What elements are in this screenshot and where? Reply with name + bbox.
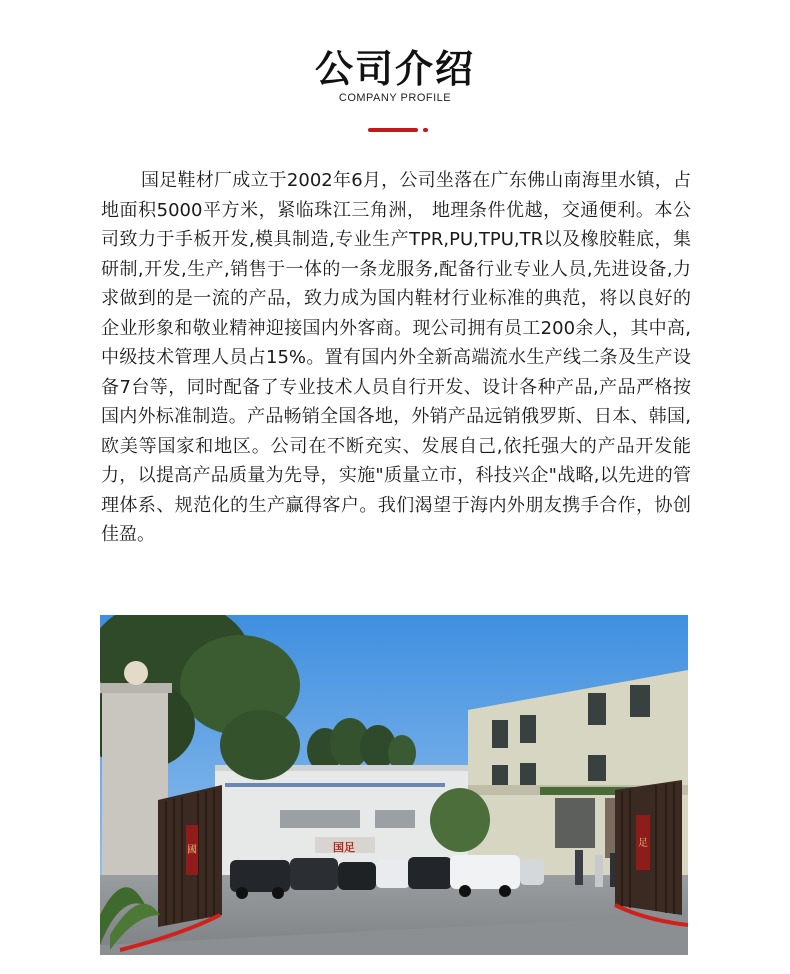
right-tree (430, 788, 490, 852)
factory-entrance-photo (100, 615, 688, 955)
page-title: 公司介绍 (314, 47, 475, 91)
page-subtitle: COMPANY PROFILE (338, 92, 452, 104)
title-underline-dot (423, 128, 428, 132)
right-gate (615, 780, 682, 915)
gate-char-left: 國 (187, 845, 197, 856)
company-intro-text: 国足鞋材厂成立于2002年6月，公司坐落在广东佛山南海里水镇，占地面积5000平方米，紧临珠江三角洲， 地理条件优越，交通便利。本公司致力于手板开发,模具制造,专业生产TPR,PU,TPU,TR以及橡胶鞋底，集研制,开发,生产,销售于一体的一条龙服务,配备行业专业人员,先进设备,力求做到的是一流的产品，致力成为国内鞋材行业标准的典范，将以良好的企业形象和敬业精神迎接国内外客商。现公司拥有员工200余人，其中高,中级技术管理人员占15%。置有国内外全新高端流水生产线二条及生产设备7台等，同时配备了专业技术人员自行开发、设计各种产品,产品严格按国内外标准制造。产品畅销全国各地，外销产品远销俄罗斯、日本、韩国,欧美等国家和地区。公司在不断充实、发展自己,依托强大的产品开发能力，以提高产品质量为先导，实施"质量立市，科技兴企"战略,以先进的管理体系、规范化的生产赢得客户。我们渴望于海内外朋友携手合作，协创佳盈。 (101, 170, 691, 545)
left-gate (158, 785, 222, 927)
factory-sign: 国足 (333, 842, 355, 854)
gate-char-right: 足 (638, 838, 648, 849)
title-underline-bar (368, 128, 418, 132)
people (575, 850, 618, 887)
